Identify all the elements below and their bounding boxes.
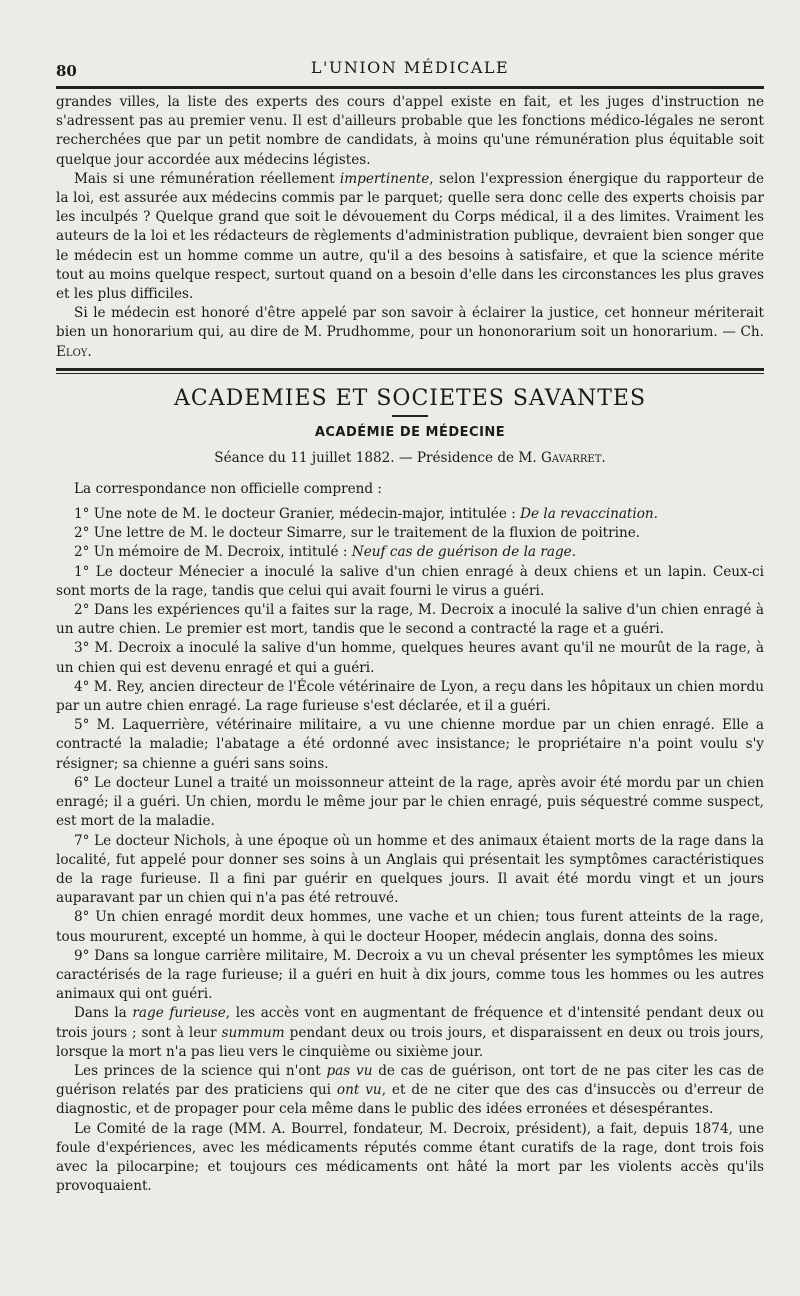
paragraph: Les princes de la science qui n'ont pas vu de cas de guérison, ont tort de ne pas citer les cas de guérison relatés par des praticiens qui ont vu, et de ne citer que des cas d'insuccès ou d'erreur de diagnostic, et de propager pour cela même dans le public des idées erronées et désespérantes.: [56, 1062, 764, 1118]
running-head: [56, 52, 764, 86]
list-item: 5° M. Laquerrière, vétérinaire militaire, a vu une chienne mordue par un chien enragé. Elle a contracté la maladie; l'abatage a été ordonné avec insistance; le propriétaire n'a point voulu s'y résigner; sa chienne a guéri sans soins.: [56, 717, 764, 772]
journal-title: L'UNION MÉDICALE: [310, 58, 510, 77]
header-rule: [56, 86, 764, 89]
section-separator: [56, 368, 764, 374]
list-item: 2° Dans les expériences qu'il a faites sur la rage, M. Decroix a inoculé la salive d'un chien enragé à un autre chien. Le premier est mort, tandis que le second a contracté la rage et a guéri.: [56, 602, 764, 638]
paragraph: grandes villes, la liste des experts des cours d'appel existe en fait, et les juges d'instruction ne s'adressent pas au premier venu. Il est d'ailleurs probable que les fonctions médico-légales ne seront recherchées que par un petit nombre de candidats, à moins qu'une rémunération plus équitable soit quelque jour accordée aux médecins légistes.: [56, 94, 764, 168]
page-number: 80: [56, 62, 77, 80]
session-line: Séance du 11 juillet 1882. — Présidence de M. Gavarret.: [214, 449, 606, 466]
paragraph: Dans la rage furieuse, les accès vont en augmentant de fréquence et d'intensité pendant deux ou trois jours ; sont à leur summum pendant deux ou trois jours, et disparaissent en deux ou trois jours, lorsque la mort n'a pas lieu vers le cinquième ou sixième jour.: [56, 1005, 765, 1060]
paragraph: Le Comité de la rage (MM. A. Bourrel, fondateur, M. Decroix, président), a fait, depuis 1874, une foule d'expériences, avec les médicaments réputés comme étant curatifs de la rage, dont trois fois avec la pilocarpine; et toujours ces médicaments ont hâté la mort par les violents accès qu'ils provoquaient.: [56, 1120, 764, 1195]
section-subtitle: ACADÉMIE DE MÉDECINE: [314, 424, 506, 440]
list-item: 1° Une note de M. le docteur Granier, médecin-major, intitulée : De la revaccination.: [74, 506, 658, 523]
list-item: 2° Un mémoire de M. Decroix, intitulé : Neuf cas de guérison de la rage.: [74, 544, 577, 561]
list-item: 4° M. Rey, ancien directeur de l'École vétérinaire de Lyon, a reçu dans les hôpitaux un chien mordu par un autre chien enragé. La rage furieuse s'est déclarée, et il a guéri.: [56, 678, 764, 715]
correspondence-heading: La correspondance non officielle comprend :: [74, 480, 383, 497]
list-item: 2° Une lettre de M. le docteur Simarre, sur le traitement de la fluxion de poitrine.: [74, 525, 641, 542]
paragraph: Mais si une rémunération réellement impertinente, selon l'expression énergique du rapporteur de la loi, est assurée aux médecins commis par le parquet; quelle sera donc celle des experts choisis par les inculpés ? Quelque grand que soit le dévouement du Corps médical, il a des limites. Vraiment les auteurs de la loi et les rédacteurs de règlements d'administration publique, devraient bien songer que le médecin est un homme comme un autre, qu'il a des besoins à satisfaire, et que la science mérite tout au moins quelque respect, surtout quand on a besoin d'elle dans les circonstances les plus graves et les plus difficiles.: [56, 170, 764, 303]
section-body: [56, 480, 764, 1197]
list-item: 1° Le docteur Ménecier a inoculé la salive d'un chien enragé à deux chiens et un lapin. Ceux-ci sont morts de la rage, tandis que celui qui avait fourni le virus a guéri.: [56, 563, 764, 599]
title-rule: [392, 415, 428, 417]
paragraph: Si le médecin est honoré d'être appelé par son savoir à éclairer la justice, cet honneur mériterait bien un honorarium qui, au dire de M. Prudhomme, pour un hononorarium soit un honorarium. — Ch. Eloy.: [56, 305, 764, 360]
list-item: 3° M. Decroix a inoculé la salive d'un homme, quelques heures avant qu'il ne mourût de la rage, à un chien qui est devenu enragé et qui a guéri.: [56, 640, 764, 676]
list-item: 9° Dans sa longue carrière militaire, M. Decroix a vu un cheval présenter les symptômes les mieux caractérisés de la rage furieuse; il a guéri en huit à dix jours, comme tous les hommes ou les autres animaux qui ont guéri.: [56, 947, 764, 1003]
list-item: 7° Le docteur Nichols, à une époque où un homme et des animaux étaient morts de la rage dans la localité, fut appelé pour donner ses soins à un Anglais qui présentait les symptômes caractéristiques de la rage furieuse. Il a fini par guérir en quelques jours. Il avait été mordu vingt et un jours auparavant par un chien qui n'a pas été retrouvé.: [56, 832, 764, 907]
list-item: 6° Le docteur Lunel a traité un moissonneur atteint de la rage, après avoir été mordu par un chien enragé; il a guéri. Un chien, mordu le même jour par le chien enragé, puis séquestré comme suspect, est mort de la maladie.: [56, 774, 764, 830]
list-item: 8° Un chien enragé mordit deux hommes, une vache et un chien; tous furent atteints de la rage, tous moururent, excepté un homme, à qui le docteur Hooper, médecin anglais, donna des soins.: [56, 909, 764, 945]
article-continuation: [56, 93, 764, 362]
author-signature: Eloy.: [56, 343, 92, 360]
section-title: ACADEMIES ET SOCIETES SAVANTES: [173, 385, 647, 411]
